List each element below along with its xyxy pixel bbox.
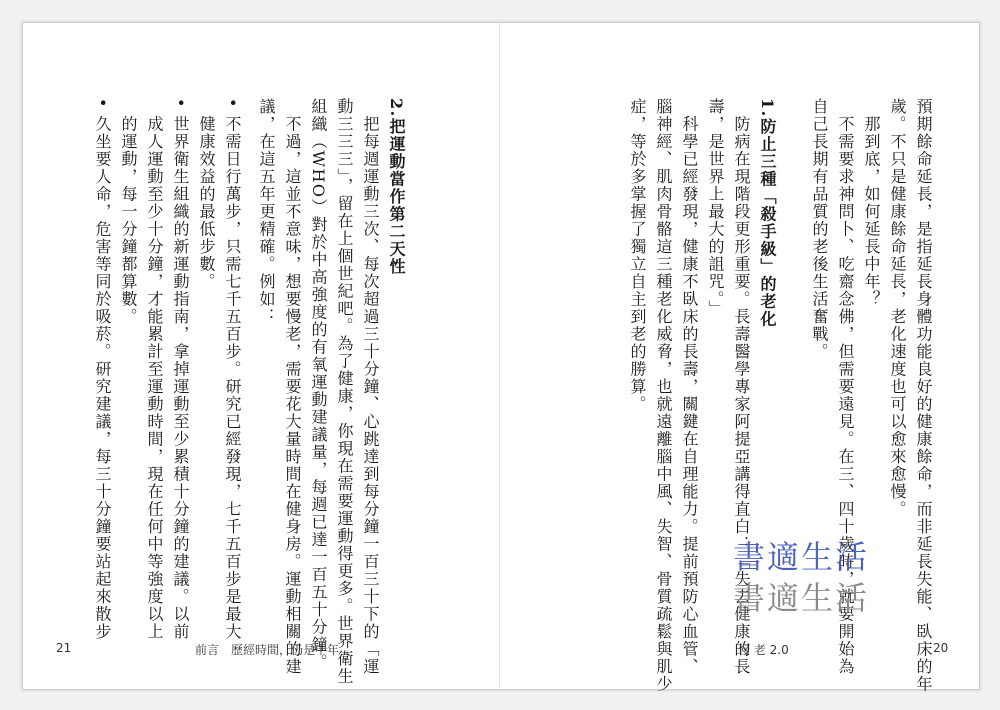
right-page-number: 20 — [933, 641, 949, 655]
left-page-bullet-2: • 世界衛生組織的新運動指南，拿掉運動至少累積十分鐘的建議。以前 — [171, 98, 190, 641]
left-page-section-heading: 2.把運動當作第二天性 — [387, 98, 406, 276]
right-page-column-1: 預期餘命延長，是指延長身體功能良好的健康餘命，而非延長失能、臥床的年 — [914, 98, 933, 693]
right-page-column-8: 壽，是世界上最大的詛咒。」 — [706, 98, 725, 318]
left-page-bullet-1: • 不需日行萬步，只需七千五百步。研究已經發現，七千五百步是最大 — [223, 98, 242, 641]
left-page-bullet-1-cont: 健康效益的最低步數。 — [197, 98, 216, 291]
left-page-column-3: 動三三三」，留在上個世紀吧。為了健康，你現在需要運動得更多。世界衛生 — [335, 98, 354, 685]
right-page-column-2: 歲。不只是健康餘命延長，老化速度也可以愈來愈慢。 — [888, 98, 907, 518]
right-running-header: 慢 老 2.0 — [738, 643, 789, 657]
left-page-bullet-2-cont: 成人運動至少十分鐘，才能累計至運動時間，現在任何中等強度以上 — [145, 98, 164, 641]
right-page-column-5: 自己長期有品質的老後生活奮戰。 — [810, 98, 829, 361]
right-page-column-10: 腦神經、肌肉骨骼這三種老化威脅，也就遠離腦中風、失智、骨質疏鬆與肌少 — [654, 98, 673, 693]
left-page-column-4: 組織（WHO）對於中高強度的有氧運動建議量，每週已達一百五十分鐘。 — [309, 98, 328, 672]
right-page-column-4: 不需要求神問卜、吃齋念佛，但需要遠見。在三、四十歲時，就要開始為 — [836, 98, 855, 676]
watermark-text-gray: 書適生活 — [733, 579, 870, 617]
page-gutter — [499, 22, 500, 688]
watermark-text-blue: 書適生活 — [733, 538, 870, 576]
left-page-column-2: 把每週運動三次、每次超過三十分鐘、心跳達到每分鐘一百三十下的「運 — [361, 98, 380, 676]
right-page-column-9: 科學已經發現，健康不臥床的長壽，關鍵在自理能力。提前預防心血管、 — [680, 98, 699, 676]
right-page-column-11: 症，等於多掌握了獨立自主到老的勝算。 — [628, 98, 647, 413]
left-page-column-6: 議，在這五年更精確。例如： — [257, 98, 276, 326]
left-page-column-5: 不過，這並不意味，想要慢老，需要花大量時間在健身房。運動相關的建 — [283, 98, 302, 676]
left-running-header: 前言 歷經時間，仍是中年 — [195, 643, 340, 657]
right-page-column-3: 那到底，如何延長中年？ — [862, 98, 881, 308]
left-page-number: 21 — [56, 641, 72, 655]
left-page-bullet-3: • 久坐要人命，危害等同於吸菸。研究建議，每三十分鐘要站起來散步 — [93, 98, 112, 641]
right-page-column-7: 防病在現階段更形重要。長壽醫學專家阿提亞講得直白：「失去健康的長 — [732, 98, 751, 676]
left-page-bullet-2-cont2: 的運動，每一分鐘都算數。 — [119, 98, 138, 326]
right-page-section-heading: 1.防止三種「殺手級」的老化 — [758, 98, 777, 328]
